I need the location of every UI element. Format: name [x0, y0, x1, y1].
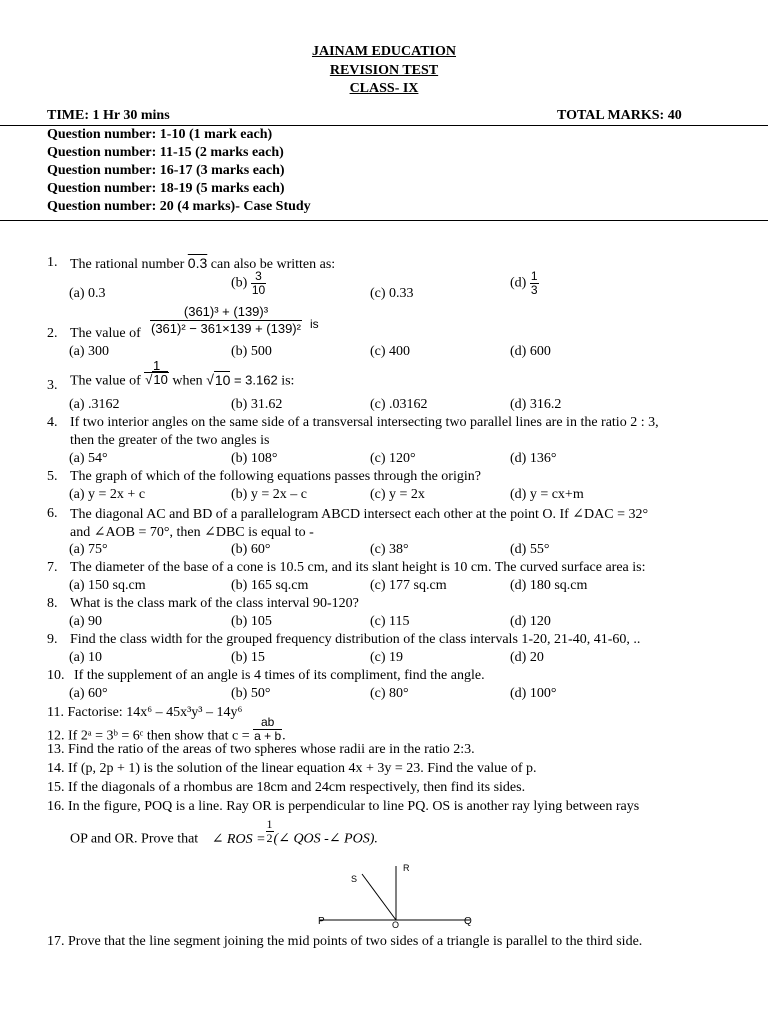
- instruction-line: Question number: 18-19 (5 marks each): [47, 181, 285, 196]
- question-1: The rational number 0.3 can also be written as:: [70, 255, 336, 272]
- institute-title: JAINAM EDUCATION: [311, 44, 457, 59]
- question-number: 1.: [47, 255, 58, 270]
- question-6-line2: and ∠AOB = 70°, then ∠DBC is equal to -: [70, 525, 314, 540]
- option: (a) 0.3: [69, 286, 106, 301]
- option: (b) 108°: [231, 451, 278, 466]
- option: (c) 115: [370, 614, 410, 629]
- option: (c) .03162: [370, 397, 428, 412]
- option: (c) 80°: [370, 686, 409, 701]
- option: (b) 165 sq.cm: [231, 578, 309, 593]
- fraction: $\frac{3}{10}$: [251, 269, 266, 297]
- option: (c) 400: [370, 344, 411, 359]
- question-2-tail: is: [310, 317, 319, 331]
- question-number: 10.: [47, 668, 65, 683]
- total-marks-label: TOTAL MARKS: 40: [557, 108, 682, 123]
- fraction: $\frac{1}{3}$: [530, 269, 538, 297]
- option: (d) 20: [510, 650, 544, 665]
- option: (a) 54°: [69, 451, 108, 466]
- question-number: 9.: [47, 632, 58, 647]
- option: (c) 38°: [370, 542, 409, 557]
- option: (d) 136°: [510, 451, 557, 466]
- header-rule-bottom: [0, 220, 768, 221]
- question-4-line1: If two interior angles on the same side of a transversal intersecting two parallel lines are in the ratio 2 : 3,: [70, 415, 659, 430]
- question-8-text: What is the class mark of the class interval 90-120?: [70, 596, 359, 611]
- question-number: 4.: [47, 415, 58, 430]
- class-title: CLASS- IX: [349, 81, 419, 96]
- question-number: 8.: [47, 596, 58, 611]
- question-number: 3.: [47, 378, 58, 393]
- question-16-line1: 16. In the figure, POQ is a line. Ray OR is perpendicular to line PQ. OS is another ray lying between rays: [47, 799, 640, 814]
- question-12: 12. If 2ᵃ = 3ᵇ = 6ᶜ then show that c = $\frac{ab}{a + b}$ .: [47, 715, 286, 744]
- label-s: S: [351, 874, 358, 884]
- instruction-line: Question number: 20 (4 marks)- Case Study: [47, 199, 311, 214]
- option: (a) 60°: [69, 686, 108, 701]
- question-15-text: 15. If the diagonals of a rhombus are 18cm and 24cm respectively, then find its sides.: [47, 780, 526, 795]
- option: (d) 55°: [510, 542, 550, 557]
- option: (d) y = cx+m: [510, 487, 584, 502]
- test-title: REVISION TEST: [329, 63, 439, 78]
- question-4-line2: then the greater of the two angles is: [70, 433, 270, 448]
- fraction: $\frac{\text{(361)³ + (139)³}}{\text{(361)² − 361×139 + (139)²}}$: [151, 304, 301, 336]
- option: (a) 300: [69, 344, 110, 359]
- question-5-text: The graph of which of the following equations passes through the origin?: [70, 469, 481, 484]
- ray-os: [362, 874, 396, 920]
- label-q: Q: [464, 916, 472, 927]
- option: (b) y = 2x – c: [231, 487, 307, 502]
- instruction-line: Question number: 11-15 (2 marks each): [47, 145, 284, 160]
- option: (b) 50°: [231, 686, 271, 701]
- question-number: 7.: [47, 560, 58, 575]
- time-label: TIME: 1 Hr 30 mins: [47, 108, 170, 123]
- option: (d) 600: [510, 344, 551, 359]
- option: (c) y = 2x: [370, 487, 425, 502]
- option: (a) 10: [69, 650, 103, 665]
- question-17-text: 17. Prove that the line segment joining the mid points of two sides of a triangle is parallel to the third side.: [47, 934, 643, 949]
- question-7-text: The diameter of the base of a cone is 10.5 cm, and its slant height is 10 cm. The curved surface area is:: [70, 560, 646, 575]
- question-11-text: 11. Factorise: 14x⁶ – 45x³y³ – 14y⁶: [47, 705, 243, 720]
- question-9-text: Find the class width for the grouped frequency distribution of the class intervals 1-20, 21-40, 41-60, ..: [70, 632, 641, 647]
- option: (c) 0.33: [370, 286, 414, 301]
- option: (c) 120°: [370, 451, 416, 466]
- question-10-text: If the supplement of an angle is 4 times of its compliment, find the angle.: [74, 668, 485, 683]
- option: (a) y = 2x + c: [69, 487, 146, 502]
- option: (d) 120: [510, 614, 551, 629]
- fraction: $\frac{1}{2}$: [266, 817, 273, 845]
- question-number: 5.: [47, 469, 58, 484]
- question-6-line1: The diagonal AC and BD of a parallelogram ABCD intersect each other at the point O. If ∠DAC = 32°: [70, 507, 649, 522]
- option: (b) 60°: [231, 542, 271, 557]
- question-number: 2.: [47, 326, 58, 341]
- question-16-line2: OP and OR. Prove that ∠ ROS = $\frac{1}{2}$ (∠ QOS -∠ POS).: [70, 817, 378, 847]
- label-o: O: [392, 920, 400, 930]
- option: (b) $\frac{3}{10}$: [231, 269, 266, 297]
- recurring-decimal: 0.3: [187, 255, 208, 271]
- header-rule-top: [0, 125, 768, 126]
- option: (a) 90: [69, 614, 103, 629]
- instruction-line: Question number: 1-10 (1 mark each): [47, 127, 273, 142]
- option: (d) $\frac{1}{3}$: [510, 269, 538, 297]
- label-p: P: [318, 916, 325, 927]
- option: (a) 75°: [69, 542, 108, 557]
- question-13-text: 13. Find the ratio of the areas of two spheres whose radii are in the ratio 2:3.: [47, 742, 475, 757]
- instruction-line: Question number: 16-17 (3 marks each): [47, 163, 285, 178]
- fraction: $\frac{ab}{a + b}$: [254, 715, 282, 743]
- label-r: R: [403, 863, 410, 873]
- option: (a) .3162: [69, 397, 120, 412]
- option: (c) 19: [370, 650, 404, 665]
- question-2-fraction: [150, 304, 302, 337]
- line-figure: [310, 858, 480, 930]
- option: (d) 180 sq.cm: [510, 578, 588, 593]
- option: (c) 177 sq.cm: [370, 578, 447, 593]
- question-14-text: 14. If (p, 2p + 1) is the solution of the linear equation 4x + 3y = 23. Find the value of p.: [47, 761, 537, 776]
- option: (b) 500: [231, 344, 272, 359]
- question-number: 6.: [47, 506, 58, 521]
- fraction: $\frac{1}{√10}$: [145, 358, 168, 387]
- square-root: √10: [206, 371, 231, 388]
- question-3: The value of $\frac{1}{√10}$ when √10 = 3.162 is:: [70, 358, 295, 389]
- option: (a) 150 sq.cm: [69, 578, 146, 593]
- option: (d) 100°: [510, 686, 557, 701]
- option: (b) 105: [231, 614, 272, 629]
- question-2-text: The value of: [70, 326, 141, 341]
- option: (b) 15: [231, 650, 265, 665]
- option: (d) 316.2: [510, 397, 562, 412]
- option: (b) 31.62: [231, 397, 283, 412]
